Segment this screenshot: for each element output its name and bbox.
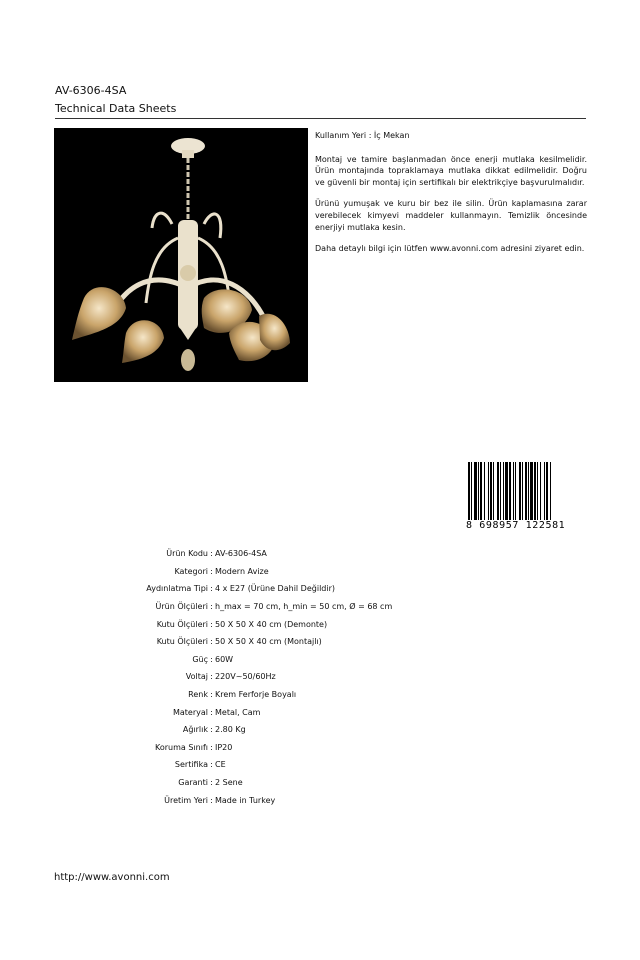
spec-row <box>60 563 480 581</box>
spec-row <box>60 580 480 598</box>
spec-value: IP20 <box>215 742 233 752</box>
spec-label: Kutu Ölçüleri <box>156 619 208 629</box>
spec-row <box>60 791 480 809</box>
barcode <box>466 462 584 532</box>
spec-value: 4 x E27 (Ürüne Dahil Değildir) <box>215 584 335 594</box>
spec-label: Ürün Ölçüleri <box>155 602 208 612</box>
spec-separator: : <box>210 584 213 594</box>
spec-value: 50 X 50 X 40 cm (Montajlı) <box>215 637 322 647</box>
spec-row <box>60 774 480 792</box>
spec-label: Sertifika <box>174 760 208 770</box>
spec-separator: : <box>210 778 213 788</box>
installation-warning: Montaj ve tamire başlanmadan önce enerji mutlaka kesilmelidir. Ürün montajında topraklamaya mutlaka dikkat edilmelidir. Doğru ve güvenli bir montaj için sertifikalı bir elektrikçiye başvurulmalıdır. <box>315 154 587 187</box>
spec-separator: : <box>210 690 213 700</box>
footer-url: http://www.avonni.com <box>54 872 170 883</box>
spec-label: Üretim Yeri <box>164 795 208 805</box>
spec-separator: : <box>210 760 213 770</box>
spec-separator: : <box>210 795 213 805</box>
spec-row <box>60 651 480 669</box>
spec-label: Kutu Ölçüleri <box>156 637 208 647</box>
spec-separator: : <box>210 566 213 576</box>
spec-label: Ürün Kodu <box>166 549 208 559</box>
spec-value: Made in Turkey <box>215 795 276 805</box>
spec-label: Renk <box>188 690 208 700</box>
spec-separator: : <box>210 672 213 682</box>
spec-separator: : <box>210 549 213 559</box>
spec-table <box>60 545 480 809</box>
spec-label: Voltaj <box>185 672 208 682</box>
barcode-digits: 8 698957 122581 <box>466 520 566 531</box>
spec-label: Garanti <box>178 778 208 788</box>
product-code-heading: AV-6306-4SA <box>55 84 127 97</box>
spec-row <box>60 668 480 686</box>
usage-location: Kullanım Yeri : İç Mekan <box>315 131 410 140</box>
product-photo <box>54 128 308 382</box>
spec-separator: : <box>210 725 213 735</box>
spec-row <box>60 615 480 633</box>
spec-row <box>60 545 480 563</box>
spec-label: Güç <box>192 654 208 664</box>
spec-value: Metal, Cam <box>215 707 261 717</box>
document-title: Technical Data Sheets <box>55 102 177 115</box>
header-divider <box>55 118 586 119</box>
spec-row <box>60 633 480 651</box>
spec-value: Krem Ferforje Boyalı <box>215 690 297 700</box>
spec-separator: : <box>210 602 213 612</box>
spec-separator: : <box>210 707 213 717</box>
spec-value: 50 X 50 X 40 cm (Demonte) <box>215 619 328 629</box>
spec-row <box>60 598 480 616</box>
spec-separator: : <box>210 637 213 647</box>
spec-value: 60W <box>215 654 234 664</box>
spec-value: Modern Avize <box>215 566 269 576</box>
info-text-block <box>315 130 587 265</box>
spec-label: Aydınlatma Tipi <box>146 584 208 594</box>
spec-row <box>60 739 480 757</box>
spec-row <box>60 721 480 739</box>
spec-label: Kategori <box>174 566 208 576</box>
spec-value: h_max = 70 cm, h_min = 50 cm, Ø = 68 cm <box>215 602 393 612</box>
spec-separator: : <box>210 742 213 752</box>
spec-row <box>60 703 480 721</box>
spec-separator: : <box>210 619 213 629</box>
spec-value: 220V~50/60Hz <box>215 672 276 682</box>
spec-row <box>60 686 480 704</box>
spec-label: Materyal <box>172 707 208 717</box>
barcode-bars <box>466 462 584 520</box>
spec-value: 2 Sene <box>215 778 243 788</box>
spec-value: CE <box>215 760 226 770</box>
more-info-note: Daha detaylı bilgi için lütfen www.avonni.com adresini ziyaret edin. <box>315 244 585 254</box>
spec-row <box>60 756 480 774</box>
spec-label: Ağırlık <box>182 725 208 735</box>
cleaning-instructions: Ürünü yumuşak ve kuru bir bez ile silin. Ürün kaplamasına zarar verebilecek kimyevi maddeler kullanmayın. Temizlik öncesinde enerjiyi mutlaka kesin. <box>315 199 587 232</box>
spec-value: AV-6306-4SA <box>215 549 267 559</box>
spec-value: 2.80 Kg <box>215 725 246 735</box>
spec-separator: : <box>210 654 213 664</box>
spec-label: Koruma Sınıfı <box>155 742 208 752</box>
